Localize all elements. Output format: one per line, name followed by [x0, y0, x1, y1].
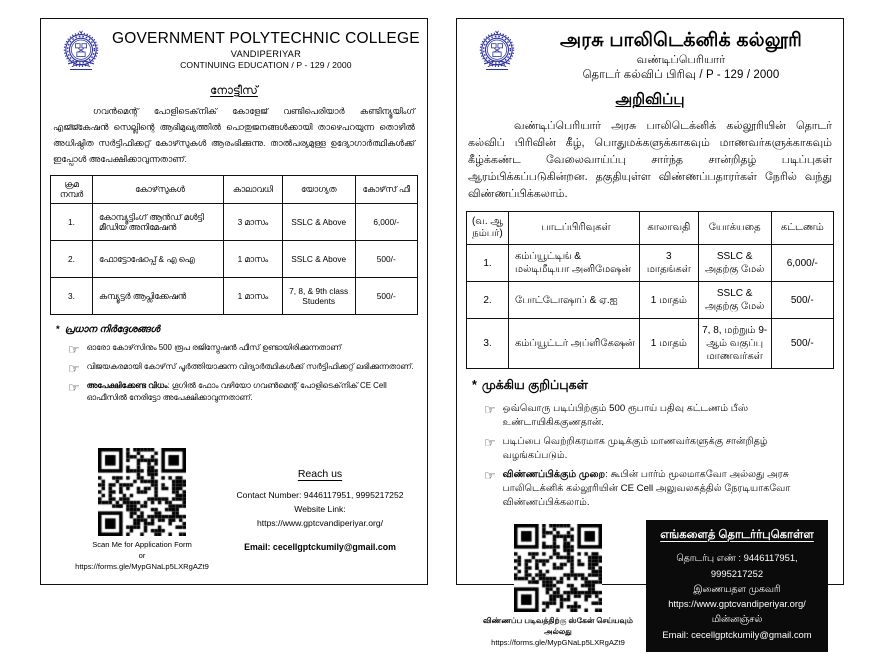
cell-duration: 3 மாதங்கள் [639, 245, 698, 282]
qr-caption [470, 615, 646, 648]
college-crest-icon [474, 28, 520, 76]
col-header-eligibility: யோக்யதை [698, 212, 771, 245]
cell-course: கம்ப்யூட்டிங் & மல்டிமீடியா அனிமேஷன் [509, 245, 640, 282]
pointing-hand-icon: ☞ [68, 380, 80, 396]
pointing-hand-icon: ☞ [68, 342, 80, 358]
note-text-bold: விண்ணப்பிக்கும் முறை [502, 468, 606, 480]
pointing-hand-icon: ☞ [484, 402, 496, 418]
college-crest-icon [58, 28, 104, 76]
qr-caption-line1: விண்ணப்ப படிவத்திற்கு ஸ்கேன் செய்யவும் [483, 616, 633, 626]
panel-header-right [466, 25, 834, 83]
col-header-duration: കാലാവധി [223, 175, 282, 204]
note-item [472, 435, 832, 463]
intro-paragraph: ഗവൻമെന്റ് പോളിടെക്‌നിക് കോളേജ് വണ്ടിപെരിയാർ കണ്ടിന്യൂയിംഗ് എജ്ജ്കേഷൻ സെല്ലിന്റെ ആഭിമുഖ്യത്തിൽ പൊതുജനങ്ങൾക്കായി താഴെപറയുന്ന തൊഴിൽ അധിഷ്ഠിത സർട്ടിഫിക്കറ്റ് കോഴ്‌സുകൾ ആരംഭിക്കുന്നു. താൽപര്യമുള്ള ഉദ്യോഗാർത്ഥികൾക്ക് ഇപ്പോൾ അപേക്ഷിക്കാവുന്നതാണ്. [53, 106, 415, 164]
tamil-notice-panel [456, 18, 844, 648]
note-text-bold: അപേക്ഷിക്കേണ്ട വിധം [86, 381, 168, 391]
cell-slno: 2. [467, 282, 509, 319]
website-label: இணையதள முகவரி [693, 582, 781, 594]
note-item [56, 342, 416, 356]
qr-caption-link[interactable]: https://forms.gle/MypGNaLp5LXRgAZt9 [75, 562, 209, 571]
note-text-rest: : கூபின் பார்ம் மூலமாகவோ அல்லது அரசு பாலிடெக்னிக் கல்லூரியின் CE Cell அலுவலகத்தில் நேரடியாகவோ விண்ணப்பிக்கலாம். [502, 468, 791, 508]
cell-fee: 6,000/- [355, 204, 417, 241]
col-header-fee: கட்டணம் [771, 212, 833, 245]
col-header-fee: കോഴ്‌സ് ഫീ [355, 175, 417, 204]
note-text: ഓരോ കോഴ്‌സിനും 500 രൂപ രജിസ്ട്രേഷൻ ഫീസ് ഉണ്ടായിരിക്കുന്നതാണ് [86, 343, 342, 353]
col-header-slno: (வ. ஆ நம்பர்) [467, 212, 509, 245]
col-header-duration: காலாவதி [639, 212, 698, 245]
col-header-course: பாடப்பிரிவுகள் [509, 212, 640, 245]
cell-eligibility: SSLC & அதற்கு மேல் [698, 282, 771, 319]
col-header-slno: ക്രമ നമ്പർ [51, 175, 93, 204]
email-address[interactable]: Email: cecellgptckumily@gmail.com [244, 541, 396, 552]
website-label: Website Link: [294, 504, 346, 515]
cell-fee: 500/- [771, 319, 833, 369]
table-row [467, 245, 834, 282]
cell-slno: 1. [51, 204, 93, 241]
table-row [51, 278, 418, 315]
cell-course: കമ്പ്യൂട്ടർ ആപ്ലിക്കേഷൻ [93, 278, 224, 315]
org-name: GOVERNMENT POLYTECHNIC COLLEGE [112, 30, 420, 47]
notes-heading-text: முக்கிய குறிப்புகள் [481, 378, 588, 393]
malayalam-notice-panel [40, 18, 428, 585]
qr-caption-line2: அல்லது [544, 627, 572, 637]
asterisk-icon: * [472, 378, 477, 393]
intro-paragraph: வண்டிப்பெரியார் அரசு பாலிடெக்னிக் கல்லூரியின் தொடர் கல்விப் பிரிவின் கீழ், பொதுமக்களுக்காகவும் மாணவர்களுக்காகவும் கீழ்க்கண்ட வேலைவாய்ப்பு சார்ந்த சான்றிதழ் படிப்புகள் ஆரம்பிக்கப்படுகின்றன. தகுதியுள்ள விண்ணப்பதாரர்கள் நேரில் வந்து விண்ணப்பிக்கலாம். [468, 119, 832, 201]
table-header-row [467, 212, 834, 245]
email-address[interactable]: Email: cecellgptckumily@gmail.com [662, 628, 812, 640]
email-label: மின்னஞ்சல் [711, 613, 763, 625]
cell-eligibility: SSLC & Above [282, 241, 355, 278]
qr-code-application-form[interactable] [98, 448, 186, 536]
cell-course: ഫോട്ടോഷോപ്പ് & എ ഐ [93, 241, 224, 278]
cell-eligibility: SSLC & Above [282, 204, 355, 241]
reach-us-title: Reach us [297, 468, 343, 481]
contact-box-title: எங்களைத் தொடர்ர்புகொள்ள [660, 529, 814, 542]
cell-course: കോമ്പ്യൂട്ടിംഗ് ആൻഡ് മൾട്ടി മീഡിയ അനിമേഷൻ [93, 204, 224, 241]
org-place: வண்டிப்பெரியார் [636, 53, 726, 66]
asterisk-icon: * [56, 324, 60, 336]
pointing-hand-icon: ☞ [68, 361, 80, 377]
note-item [472, 402, 832, 430]
courses-table [466, 211, 834, 369]
cell-slno: 3. [51, 278, 93, 315]
notes-heading [472, 378, 832, 394]
table-row [467, 282, 834, 319]
notes-section [50, 315, 418, 411]
notice-title: നോട്ടീസ് [210, 85, 258, 97]
note-text-rest: : ഗൂഗിൽ ഫോം വഴിയോ ഗവൺമെന്റ് പോളിടെക്‌നിക് CE Cell ഓഫീസിൽ നേരിട്ടോ അപേക്ഷിക്കാവുന്നതാണ്. [86, 381, 387, 403]
courses-table [50, 175, 418, 316]
notes-heading-text: പ്രധാന നിർദ്ദേശങ്ങൾ [64, 324, 160, 336]
qr-caption-link[interactable]: https://forms.gle/MypGNaLp5LXRgAZt9 [491, 638, 625, 648]
cell-duration: 1 மாதம் [639, 319, 698, 369]
note-item [472, 468, 832, 510]
header-text-left [112, 28, 420, 70]
qr-caption [54, 539, 230, 572]
website-link[interactable]: https://www.gptcvandiperiyar.org/ [256, 517, 384, 528]
qr-caption-line1: Scan Me for Application Form [92, 540, 192, 549]
cell-slno: 1. [467, 245, 509, 282]
cell-slno: 2. [51, 241, 93, 278]
note-text: படிப்பை வெற்றிகரமாக முடிக்கும் மாணவர்களுக்கு சான்றிதழ் வழங்கப்படும். [502, 435, 768, 461]
note-text [87, 380, 416, 404]
table-header-row [51, 175, 418, 204]
table-row [51, 241, 418, 278]
cell-eligibility: 7, 8, & 9th class Students [282, 278, 355, 315]
note-text: ஒவ்வொரு படிப்பிற்கும் 500 ரூபாய் பதிவு கட்டணம் பீஸ் உண்டாயிகிககுணதான். [502, 403, 749, 428]
qr-block [54, 448, 230, 572]
qr-block [470, 524, 646, 648]
cell-fee: 500/- [355, 241, 417, 278]
cell-duration: 3 മാസം [223, 204, 282, 241]
cell-duration: 1 മാസം [223, 241, 282, 278]
reach-us-block [230, 468, 414, 551]
pointing-hand-icon: ☞ [484, 434, 496, 450]
org-division: தொடர் கல்விப் பிரிவு / P - 129 / 2000 [582, 68, 780, 81]
cell-duration: 1 മാസം [223, 278, 282, 315]
panel-header-left [50, 25, 418, 76]
contact-number: தொடர்பு எண் : 9446117951, 9995217252 [676, 552, 798, 579]
cell-duration: 1 மாதம் [639, 282, 698, 319]
org-division: CONTINUING EDUCATION / P - 129 / 2000 [180, 60, 352, 71]
header-text-right [528, 28, 834, 83]
cell-fee: 500/- [771, 282, 833, 319]
qr-caption-line2: or [138, 551, 146, 560]
notes-heading [56, 324, 416, 335]
note-item [56, 380, 416, 404]
table-row [51, 204, 418, 241]
notes-section [466, 369, 834, 516]
footer-left [50, 444, 418, 578]
col-header-course: കോഴ്‌സുകൾ [93, 175, 224, 204]
pointing-hand-icon: ☞ [484, 467, 496, 483]
note-text [503, 468, 832, 510]
website-link[interactable]: https://www.gptcvandiperiyar.org/ [668, 598, 806, 610]
table-row [467, 319, 834, 369]
note-item [56, 361, 416, 375]
footer-right [466, 516, 834, 657]
note-text: വിജയകരമായി കോഴ്‌സ് പൂർത്തിയാക്കുന്ന വിദ്യാർത്ഥികൾക്ക് സർട്ടിഫിക്കറ്റ് ലഭിക്കുന്നതാണ്. [86, 362, 414, 372]
notice-title: அறிவிப்பு [615, 90, 685, 108]
cell-course: போட்டோஷாப் & ஏ.ஐ [509, 282, 640, 319]
cell-fee: 6,000/- [771, 245, 833, 282]
org-name: அரசு பாலிடெக்னிக் கல்லூரி [559, 30, 803, 51]
org-place: VANDIPERIYAR [230, 49, 301, 60]
col-header-eligibility: യോഗ്യത [282, 175, 355, 204]
cell-course: கம்ப்யூட்டர் அப்ளிகேஷன் [509, 319, 640, 369]
contact-box [646, 520, 828, 651]
contact-number: Contact Number: 9446117951, 9995217252 [236, 490, 404, 501]
cell-fee: 500/- [355, 278, 417, 315]
cell-eligibility: SSLC & அதற்கு மேல் [698, 245, 771, 282]
cell-slno: 3. [467, 319, 509, 369]
cell-eligibility: 7, 8, மற்றும் 9-ஆம் வகுப்பு மாணவர்கள் [698, 319, 771, 369]
qr-code-application-form[interactable] [514, 524, 602, 612]
